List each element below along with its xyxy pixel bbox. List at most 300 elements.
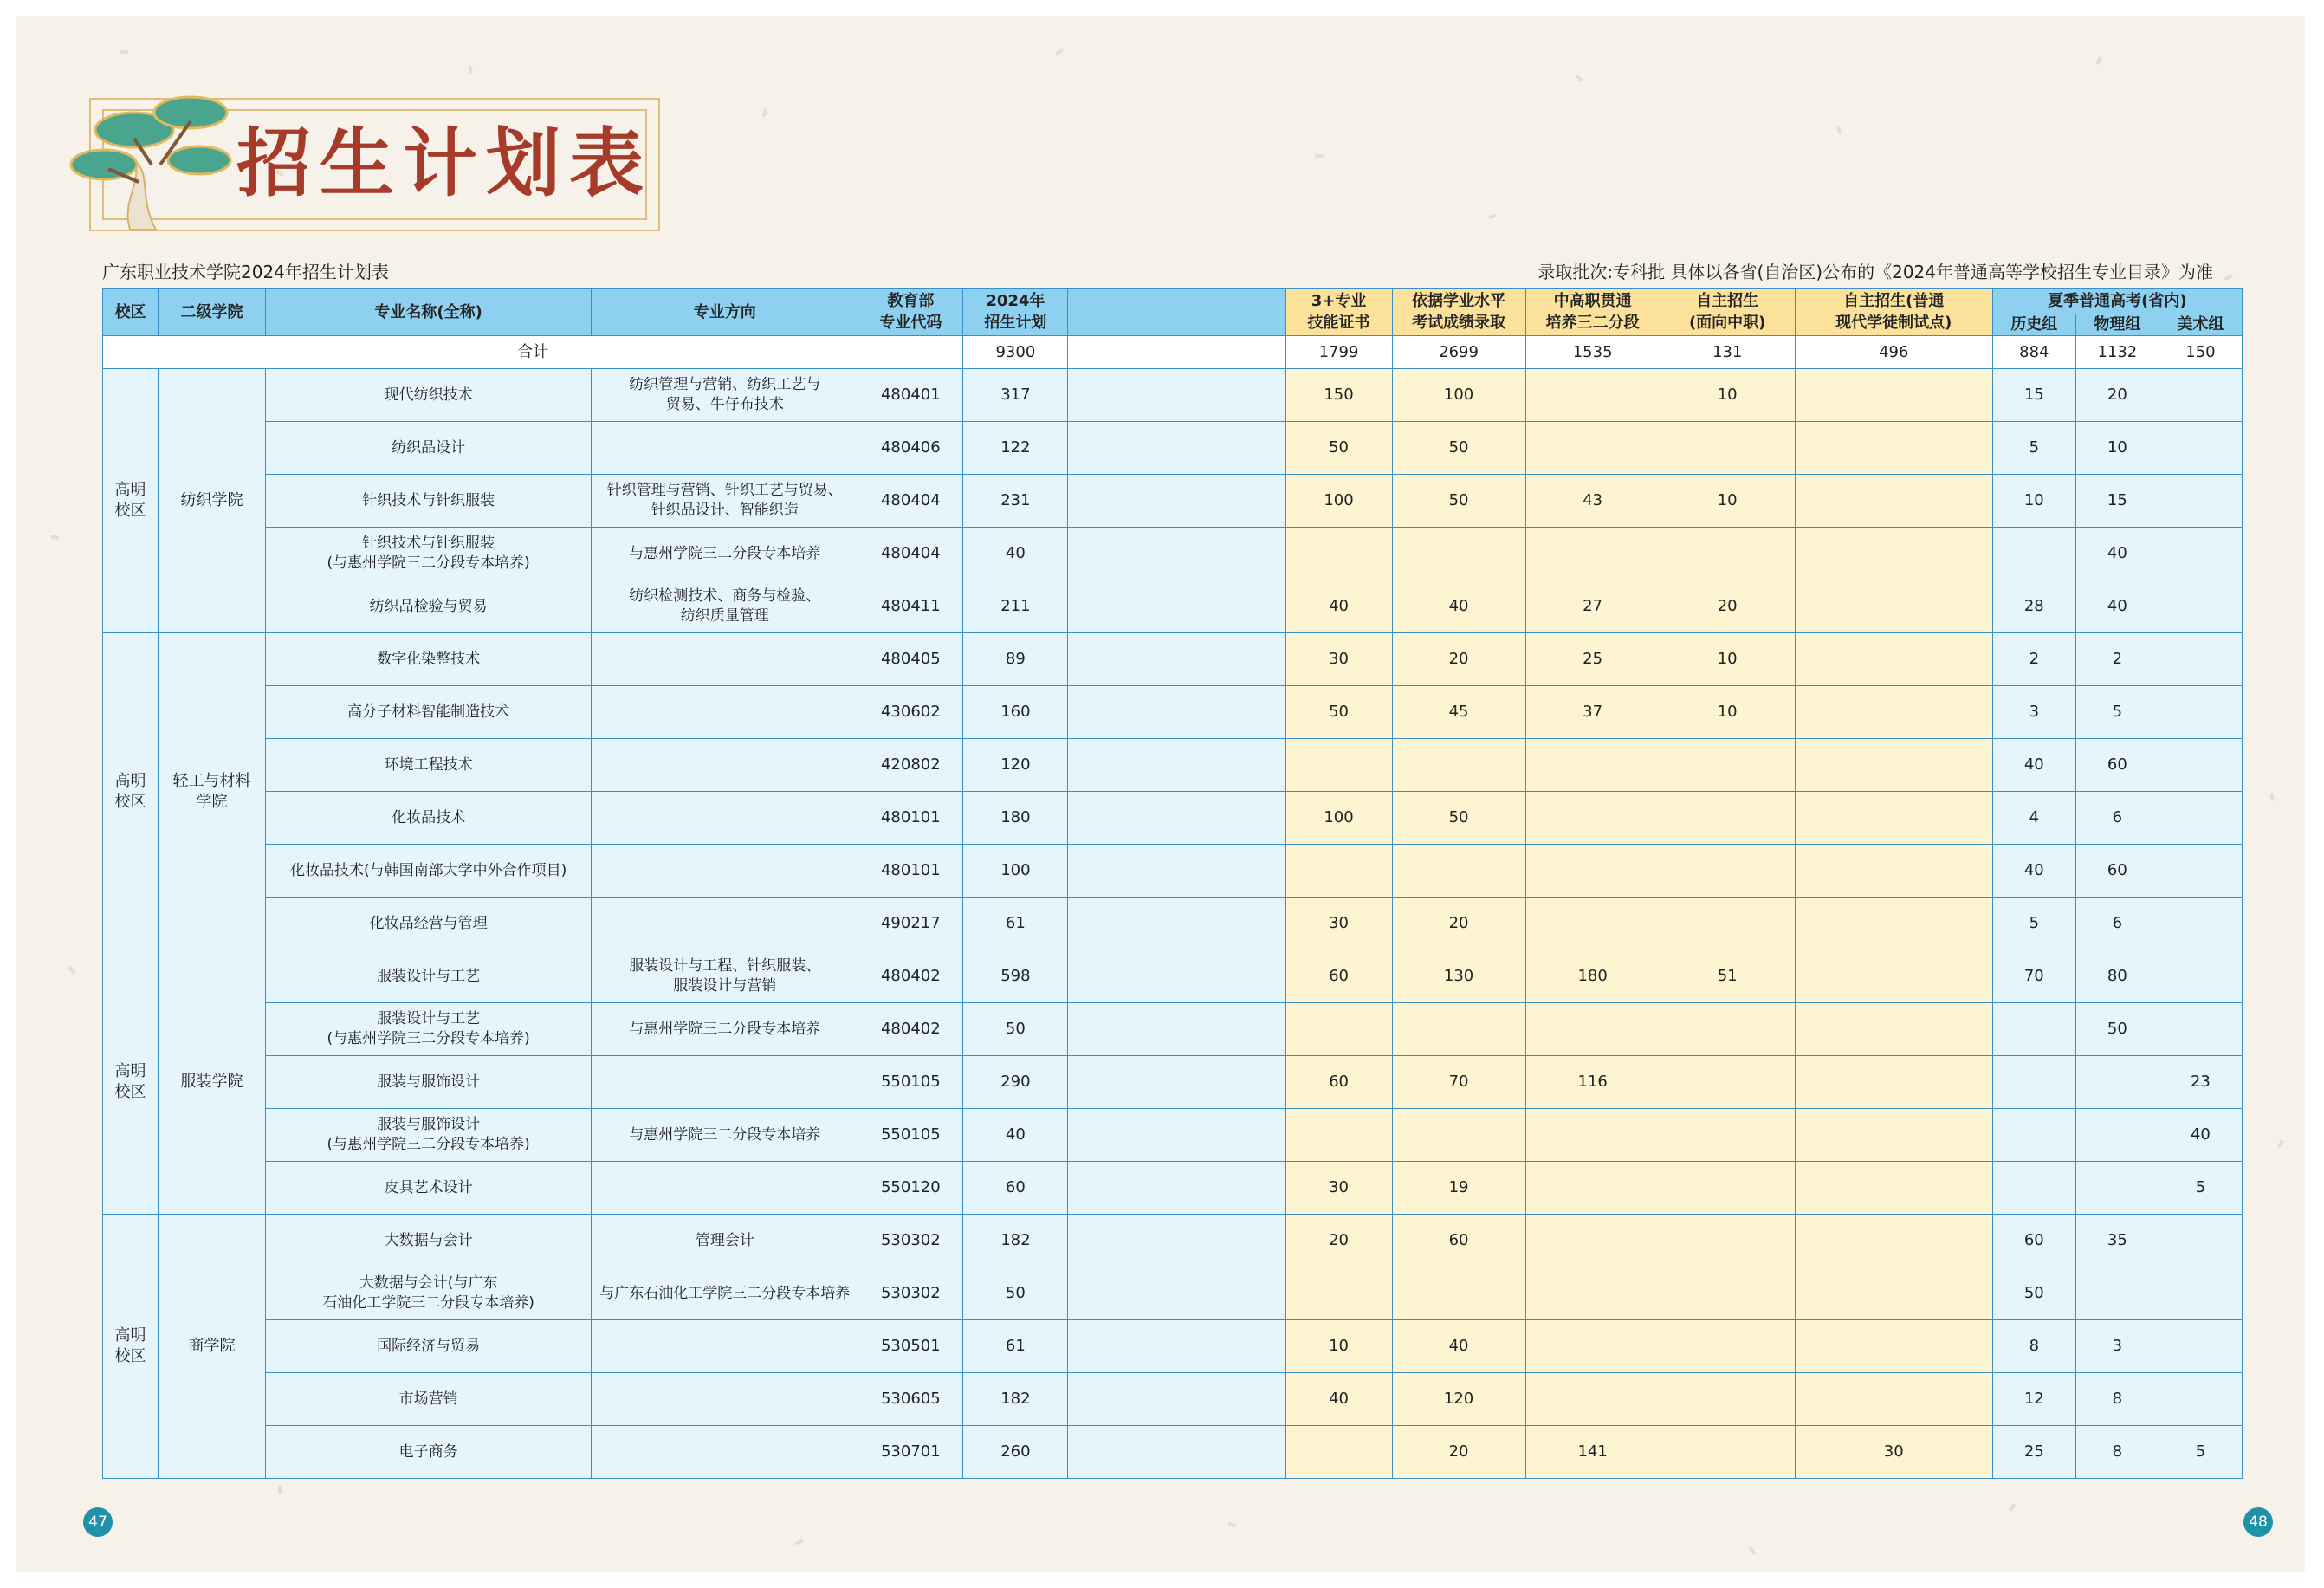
history-cell: 28: [1992, 580, 2075, 633]
major-cell: 高分子材料智能制造技术: [266, 686, 592, 739]
physics-cell: [2075, 1109, 2159, 1162]
physics-cell: 50: [2075, 1003, 2159, 1056]
total-plan: 9300: [963, 336, 1068, 369]
table-row: [103, 1426, 2243, 1479]
physics-cell: 80: [2075, 950, 2159, 1003]
physics-cell: 5: [2075, 686, 2159, 739]
paper-speck: [1836, 126, 1842, 135]
xueye-cell: 19: [1392, 1162, 1525, 1215]
table-row: [103, 1056, 2243, 1109]
skills-cell: 40: [1285, 1373, 1392, 1426]
major-cell: 大数据与会计(与广东 石油化工学院三二分段专本培养): [266, 1267, 592, 1320]
sanerfd-cell: [1525, 792, 1660, 845]
sanerfd-cell: 141: [1525, 1426, 1660, 1479]
header-skills: 3+专业 技能证书: [1285, 289, 1392, 336]
total-history: 884: [1992, 336, 2075, 369]
major-cell: 现代纺织技术: [266, 369, 592, 422]
xiandai-cell: [1795, 422, 1992, 475]
total-art: 150: [2159, 336, 2242, 369]
xiandai-cell: [1795, 950, 1992, 1003]
art-cell: 23: [2159, 1056, 2242, 1109]
table-row: [103, 792, 2243, 845]
blank-cell: [1068, 422, 1285, 475]
code-cell: 430602: [858, 686, 963, 739]
xiandai-cell: [1795, 792, 1992, 845]
total-label: 合计: [103, 336, 963, 369]
code-cell: 480402: [858, 950, 963, 1003]
header-sanerfd: 中高职贯通 培养三二分段: [1525, 289, 1660, 336]
paper-speck: [1575, 74, 1583, 82]
art-cell: [2159, 369, 2242, 422]
history-cell: 3: [1992, 686, 2075, 739]
paper-speck: [1315, 154, 1324, 159]
skills-cell: 30: [1285, 1162, 1392, 1215]
zizhu-cell: [1660, 1320, 1795, 1373]
campus-cell: 高明 校区: [103, 633, 159, 950]
zizhu-cell: [1660, 845, 1795, 898]
major-cell: 纺织品检验与贸易: [266, 580, 592, 633]
header-code: 教育部 专业代码: [858, 289, 963, 336]
xueye-cell: 120: [1392, 1373, 1525, 1426]
zizhu-cell: [1660, 422, 1795, 475]
major-cell: 大数据与会计: [266, 1215, 592, 1267]
direction-cell: [592, 1426, 858, 1479]
code-cell: 530501: [858, 1320, 963, 1373]
code-cell: 480101: [858, 792, 963, 845]
art-cell: 5: [2159, 1426, 2242, 1479]
blank-cell: [1068, 1056, 1285, 1109]
code-cell: 480411: [858, 580, 963, 633]
skills-cell: 30: [1285, 898, 1392, 950]
zizhu-cell: [1660, 739, 1795, 792]
page-title: 招生计划表: [236, 120, 652, 207]
header-direction: 专业方向: [592, 289, 858, 336]
direction-cell: [592, 1162, 858, 1215]
table-row: [103, 1215, 2243, 1267]
xiandai-cell: [1795, 845, 1992, 898]
paper-speck: [1748, 1546, 1756, 1555]
header-blank: [1068, 289, 1285, 336]
physics-cell: [2075, 1267, 2159, 1320]
direction-cell: 与惠州学院三二分段专本培养: [592, 528, 858, 580]
xiandai-cell: [1795, 369, 1992, 422]
skills-cell: 100: [1285, 475, 1392, 528]
xiandai-cell: [1795, 898, 1992, 950]
plan-cell: 231: [963, 475, 1068, 528]
xiandai-cell: [1795, 1162, 1992, 1215]
sanerfd-cell: 116: [1525, 1056, 1660, 1109]
table-row: [103, 369, 2243, 422]
total-physics: 1132: [2075, 336, 2159, 369]
sanerfd-cell: [1525, 1320, 1660, 1373]
zizhu-cell: 20: [1660, 580, 1795, 633]
plan-cell: 40: [963, 1109, 1068, 1162]
enrollment-plan-table: [102, 288, 2243, 1479]
art-cell: [2159, 950, 2242, 1003]
skills-cell: 40: [1285, 580, 1392, 633]
code-cell: 480101: [858, 845, 963, 898]
sanerfd-cell: [1525, 1109, 1660, 1162]
skills-cell: [1285, 528, 1392, 580]
campus-cell: 高明 校区: [103, 950, 159, 1215]
physics-cell: [2075, 1162, 2159, 1215]
blank-cell: [1068, 369, 1285, 422]
direction-cell: 与广东石油化工学院三二分段专本培养: [592, 1267, 858, 1320]
direction-cell: [592, 633, 858, 686]
physics-cell: 40: [2075, 528, 2159, 580]
zizhu-cell: [1660, 1373, 1795, 1426]
xiandai-cell: [1795, 633, 1992, 686]
total-blank: [1068, 336, 1285, 369]
major-cell: 市场营销: [266, 1373, 592, 1426]
code-cell: 530302: [858, 1215, 963, 1267]
major-cell: 电子商务: [266, 1426, 592, 1479]
skills-cell: 100: [1285, 792, 1392, 845]
direction-cell: [592, 792, 858, 845]
paper-speck: [2008, 1503, 2016, 1512]
history-cell: 2: [1992, 633, 2075, 686]
art-cell: [2159, 633, 2242, 686]
code-cell: 480402: [858, 1003, 963, 1056]
table-row: [103, 1109, 2243, 1162]
history-cell: [1992, 1056, 2075, 1109]
table-row: [103, 845, 2243, 898]
skills-cell: 50: [1285, 686, 1392, 739]
sanerfd-cell: [1525, 1162, 1660, 1215]
xueye-cell: [1392, 1003, 1525, 1056]
art-cell: [2159, 686, 2242, 739]
header-zizhu: 自主招生 (面向中职): [1660, 289, 1795, 336]
paper-speck: [50, 535, 60, 540]
sanerfd-cell: [1525, 845, 1660, 898]
table-row: [103, 1373, 2243, 1426]
zizhu-cell: 51: [1660, 950, 1795, 1003]
blank-cell: [1068, 1162, 1285, 1215]
plan-cell: 598: [963, 950, 1068, 1003]
history-cell: 40: [1992, 739, 2075, 792]
code-cell: 480404: [858, 475, 963, 528]
major-cell: 皮具艺术设计: [266, 1162, 592, 1215]
direction-cell: [592, 686, 858, 739]
physics-cell: 20: [2075, 369, 2159, 422]
paper-speck: [2095, 56, 2102, 66]
direction-cell: 纺织检测技术、商务与检验、 纺织质量管理: [592, 580, 858, 633]
zizhu-cell: [1660, 1162, 1795, 1215]
physics-cell: 8: [2075, 1373, 2159, 1426]
xueye-cell: [1392, 528, 1525, 580]
xueye-cell: 60: [1392, 1215, 1525, 1267]
sanerfd-cell: [1525, 369, 1660, 422]
total-zizhu: 131: [1660, 336, 1795, 369]
paper-speck: [761, 108, 767, 118]
plan-cell: 160: [963, 686, 1068, 739]
xiandai-cell: [1795, 1003, 1992, 1056]
art-cell: [2159, 580, 2242, 633]
table-row: [103, 1162, 2243, 1215]
xueye-cell: 130: [1392, 950, 1525, 1003]
major-cell: 化妆品经营与管理: [266, 898, 592, 950]
table-row: [103, 686, 2243, 739]
major-cell: 服装与服饰设计 (与惠州学院三二分段专本培养): [266, 1109, 592, 1162]
physics-cell: 6: [2075, 792, 2159, 845]
plan-cell: 180: [963, 792, 1068, 845]
plan-cell: 40: [963, 528, 1068, 580]
physics-cell: 10: [2075, 422, 2159, 475]
sanerfd-cell: [1525, 528, 1660, 580]
sanerfd-cell: [1525, 422, 1660, 475]
blank-cell: [1068, 898, 1285, 950]
art-cell: [2159, 845, 2242, 898]
plan-cell: 89: [963, 633, 1068, 686]
major-cell: 环境工程技术: [266, 739, 592, 792]
header-history: 历史组: [1992, 314, 2075, 336]
sanerfd-cell: 25: [1525, 633, 1660, 686]
xueye-cell: [1392, 1267, 1525, 1320]
sanerfd-cell: [1525, 739, 1660, 792]
page-number-right: 48: [2243, 1507, 2273, 1537]
zizhu-cell: 10: [1660, 475, 1795, 528]
plan-cell: 122: [963, 422, 1068, 475]
zizhu-cell: 10: [1660, 369, 1795, 422]
header-summer-exam: 夏季普通高考(省内): [1992, 289, 2242, 314]
art-cell: [2159, 792, 2242, 845]
art-cell: 5: [2159, 1162, 2242, 1215]
sanerfd-cell: [1525, 1003, 1660, 1056]
xueye-cell: 50: [1392, 422, 1525, 475]
paper-speck: [120, 50, 128, 54]
major-cell: 数字化染整技术: [266, 633, 592, 686]
code-cell: 530605: [858, 1373, 963, 1426]
physics-cell: 8: [2075, 1426, 2159, 1479]
plan-cell: 100: [963, 845, 1068, 898]
code-cell: 530302: [858, 1267, 963, 1320]
table-row: [103, 950, 2243, 1003]
xueye-cell: 20: [1392, 633, 1525, 686]
skills-cell: 60: [1285, 950, 1392, 1003]
history-cell: 5: [1992, 422, 2075, 475]
zizhu-cell: [1660, 792, 1795, 845]
skills-cell: [1285, 1267, 1392, 1320]
code-cell: 480405: [858, 633, 963, 686]
plan-cell: 61: [963, 898, 1068, 950]
sanerfd-cell: 27: [1525, 580, 1660, 633]
blank-cell: [1068, 1426, 1285, 1479]
blank-cell: [1068, 580, 1285, 633]
zizhu-cell: 10: [1660, 686, 1795, 739]
skills-cell: [1285, 1426, 1392, 1479]
xiandai-cell: [1795, 1320, 1992, 1373]
code-cell: 550105: [858, 1109, 963, 1162]
skills-cell: 20: [1285, 1215, 1392, 1267]
art-cell: [2159, 1267, 2242, 1320]
plan-cell: 60: [963, 1162, 1068, 1215]
paper-speck: [2277, 1139, 2285, 1149]
physics-cell: 60: [2075, 739, 2159, 792]
header-physics: 物理组: [2075, 314, 2159, 336]
blank-cell: [1068, 528, 1285, 580]
history-cell: 4: [1992, 792, 2075, 845]
page-number-left: 47: [83, 1507, 113, 1537]
code-cell: 480401: [858, 369, 963, 422]
major-cell: 化妆品技术: [266, 792, 592, 845]
art-cell: 40: [2159, 1109, 2242, 1162]
physics-cell: [2075, 1056, 2159, 1109]
direction-cell: 管理会计: [592, 1215, 858, 1267]
total-xiandai: 496: [1795, 336, 1992, 369]
blank-cell: [1068, 1109, 1285, 1162]
direction-cell: [592, 1320, 858, 1373]
zizhu-cell: [1660, 1426, 1795, 1479]
total-xueye: 2699: [1392, 336, 1525, 369]
paper-speck: [2269, 793, 2274, 801]
direction-cell: [592, 1373, 858, 1426]
paper-speck: [795, 1539, 805, 1545]
header-college: 二级学院: [159, 289, 266, 336]
plan-cell: 182: [963, 1373, 1068, 1426]
major-cell: 纺织品设计: [266, 422, 592, 475]
xueye-cell: 50: [1392, 792, 1525, 845]
paper-speck: [1228, 1522, 1238, 1527]
xueye-cell: 20: [1392, 898, 1525, 950]
history-cell: 15: [1992, 369, 2075, 422]
header-plan: 2024年 招生计划: [963, 289, 1068, 336]
xiandai-cell: [1795, 1109, 1992, 1162]
history-cell: [1992, 1162, 2075, 1215]
blank-cell: [1068, 1373, 1285, 1426]
xiandai-cell: [1795, 475, 1992, 528]
major-cell: 国际经济与贸易: [266, 1320, 592, 1373]
blank-cell: [1068, 1267, 1285, 1320]
art-cell: [2159, 1215, 2242, 1267]
history-cell: 5: [1992, 898, 2075, 950]
art-cell: [2159, 1373, 2242, 1426]
physics-cell: 60: [2075, 845, 2159, 898]
blank-cell: [1068, 792, 1285, 845]
zizhu-cell: [1660, 1056, 1795, 1109]
xueye-cell: 45: [1392, 686, 1525, 739]
direction-cell: 纺织管理与营销、纺织工艺与 贸易、牛仔布技术: [592, 369, 858, 422]
header-xueye: 依据学业水平 考试成绩录取: [1392, 289, 1525, 336]
history-cell: 50: [1992, 1267, 2075, 1320]
zizhu-cell: [1660, 528, 1795, 580]
blank-cell: [1068, 950, 1285, 1003]
paper-speck: [468, 65, 474, 75]
physics-cell: 15: [2075, 475, 2159, 528]
skills-cell: [1285, 1109, 1392, 1162]
total-skills: 1799: [1285, 336, 1392, 369]
xiandai-cell: [1795, 1373, 1992, 1426]
skills-cell: [1285, 739, 1392, 792]
code-cell: 490217: [858, 898, 963, 950]
sanerfd-cell: 43: [1525, 475, 1660, 528]
blank-cell: [1068, 686, 1285, 739]
code-cell: 530701: [858, 1426, 963, 1479]
plan-cell: 317: [963, 369, 1068, 422]
skills-cell: 150: [1285, 369, 1392, 422]
history-cell: 70: [1992, 950, 2075, 1003]
xiandai-cell: [1795, 528, 1992, 580]
plan-cell: 211: [963, 580, 1068, 633]
xueye-cell: [1392, 739, 1525, 792]
history-cell: 10: [1992, 475, 2075, 528]
table-row: [103, 475, 2243, 528]
history-cell: [1992, 1109, 2075, 1162]
direction-cell: [592, 422, 858, 475]
code-cell: 480404: [858, 528, 963, 580]
blank-cell: [1068, 633, 1285, 686]
code-cell: 550120: [858, 1162, 963, 1215]
skills-cell: 60: [1285, 1056, 1392, 1109]
code-cell: 480406: [858, 422, 963, 475]
sanerfd-cell: [1525, 898, 1660, 950]
direction-cell: [592, 845, 858, 898]
skills-cell: [1285, 845, 1392, 898]
plan-cell: 120: [963, 739, 1068, 792]
plan-cell: 260: [963, 1426, 1068, 1479]
xiandai-cell: [1795, 580, 1992, 633]
table-row: [103, 1267, 2243, 1320]
art-cell: [2159, 1320, 2242, 1373]
header-art: 美术组: [2159, 314, 2242, 336]
plan-cell: 182: [963, 1215, 1068, 1267]
skills-cell: [1285, 1003, 1392, 1056]
direction-cell: [592, 739, 858, 792]
zizhu-cell: [1660, 898, 1795, 950]
blank-cell: [1068, 739, 1285, 792]
brochure-page: [16, 16, 2305, 1572]
table-row: [103, 580, 2243, 633]
xueye-cell: 50: [1392, 475, 1525, 528]
table-row: [103, 1003, 2243, 1056]
xueye-cell: 40: [1392, 1320, 1525, 1373]
campus-cell: 高明 校区: [103, 1215, 159, 1479]
pine-tree-icon: [69, 78, 243, 234]
xiandai-cell: [1795, 686, 1992, 739]
xueye-cell: [1392, 845, 1525, 898]
table-caption: 广东职业技术学院2024年招生计划表: [102, 262, 389, 282]
major-cell: 针织技术与针织服装 (与惠州学院三二分段专本培养): [266, 528, 592, 580]
history-cell: 12: [1992, 1373, 2075, 1426]
physics-cell: 35: [2075, 1215, 2159, 1267]
table-row: [103, 422, 2243, 475]
xiandai-cell: [1795, 1267, 1992, 1320]
art-cell: [2159, 739, 2242, 792]
paper-speck: [1488, 214, 1498, 220]
table-row: [103, 633, 2243, 686]
paper-speck: [278, 1486, 282, 1494]
art-cell: [2159, 422, 2242, 475]
xueye-cell: 100: [1392, 369, 1525, 422]
table-row: [103, 528, 2243, 580]
major-cell: 服装设计与工艺 (与惠州学院三二分段专本培养): [266, 1003, 592, 1056]
header-xiandai: 自主招生(普通 现代学徒制试点): [1795, 289, 1992, 336]
art-cell: [2159, 1003, 2242, 1056]
direction-cell: 针织管理与营销、针织工艺与贸易、 针织品设计、智能织造: [592, 475, 858, 528]
history-cell: [1992, 1003, 2075, 1056]
xiandai-cell: [1795, 1215, 1992, 1267]
college-cell: 服装学院: [159, 950, 266, 1215]
zizhu-cell: [1660, 1109, 1795, 1162]
major-cell: 服装设计与工艺: [266, 950, 592, 1003]
history-cell: 40: [1992, 845, 2075, 898]
plan-cell: 290: [963, 1056, 1068, 1109]
college-cell: 商学院: [159, 1215, 266, 1479]
xiandai-cell: [1795, 1056, 1992, 1109]
plan-cell: 50: [963, 1267, 1068, 1320]
direction-cell: [592, 1056, 858, 1109]
history-cell: [1992, 528, 2075, 580]
header-campus: 校区: [103, 289, 159, 336]
